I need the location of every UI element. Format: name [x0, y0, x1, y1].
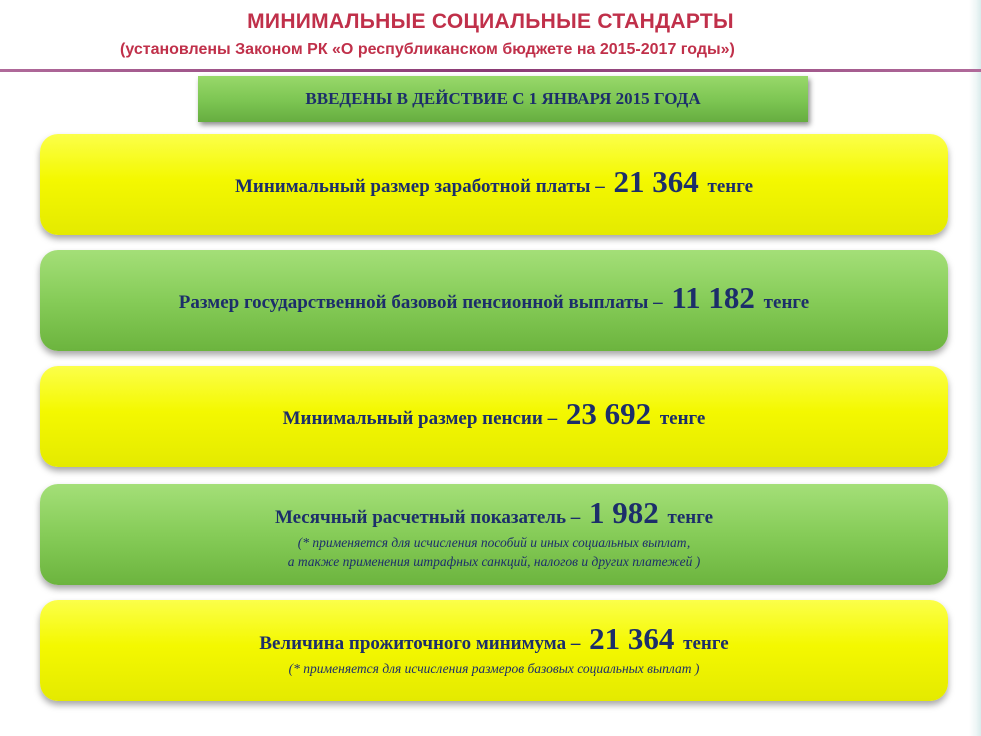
card-subsistence-minimum	[40, 600, 948, 701]
card-amount: 1 982	[589, 495, 659, 530]
card-main-line	[274, 495, 714, 533]
card-note-line-1: (* применяется для исчисления пособий и иных социальных выплат,	[297, 535, 691, 550]
card-note-line-1: (* применяется для исчисления размеров базовых социальных выплат )	[288, 660, 700, 676]
card-label: Минимальный размер пенсии –	[282, 408, 558, 429]
card-note-line-2: а также применения штрафных санкций, налогов и других платежей )	[287, 554, 701, 569]
decorative-right-strip	[969, 0, 981, 736]
card-main-line	[259, 620, 729, 659]
card-unit: тенге	[763, 292, 810, 313]
card-amount: 23 692	[565, 396, 652, 431]
card-label: Минимальный размер заработной платы –	[234, 176, 605, 197]
effective-date-banner	[198, 76, 808, 122]
card-amount: 21 364	[613, 164, 699, 199]
effective-date-text: ВВЕДЕНЫ В ДЕЙСТВИЕ С 1 ЯНВАРЯ 2015 ГОДА	[305, 89, 701, 108]
card-label: Величина прожиточного минимума –	[259, 632, 581, 654]
card-label: Размер государственной базовой пенсионной выплаты –	[178, 292, 663, 313]
card-main-line	[178, 280, 810, 318]
card-main-line	[282, 396, 706, 434]
card-amount: 11 182	[671, 280, 755, 315]
card-unit: тенге	[683, 632, 729, 654]
header-divider	[0, 69, 981, 72]
card-unit: тенге	[667, 507, 714, 528]
header	[0, 0, 981, 72]
card-minimum-pension	[40, 366, 948, 467]
card-minimum-wage	[40, 134, 948, 235]
card-basic-pension	[40, 250, 948, 351]
card-main-line	[234, 164, 754, 202]
page-title: МИНИМАЛЬНЫЕ СОЦИАЛЬНЫЕ СТАНДАРТЫ	[247, 10, 734, 33]
card-unit: тенге	[707, 176, 754, 197]
card-label: Месячный расчетный показатель –	[274, 507, 581, 528]
page-subtitle: (установлены Законом РК «О республиканском бюджете на 2015-2017 годы»)	[120, 41, 735, 58]
card-monthly-index	[40, 484, 948, 585]
card-unit: тенге	[659, 408, 706, 429]
card-amount: 21 364	[589, 620, 675, 656]
